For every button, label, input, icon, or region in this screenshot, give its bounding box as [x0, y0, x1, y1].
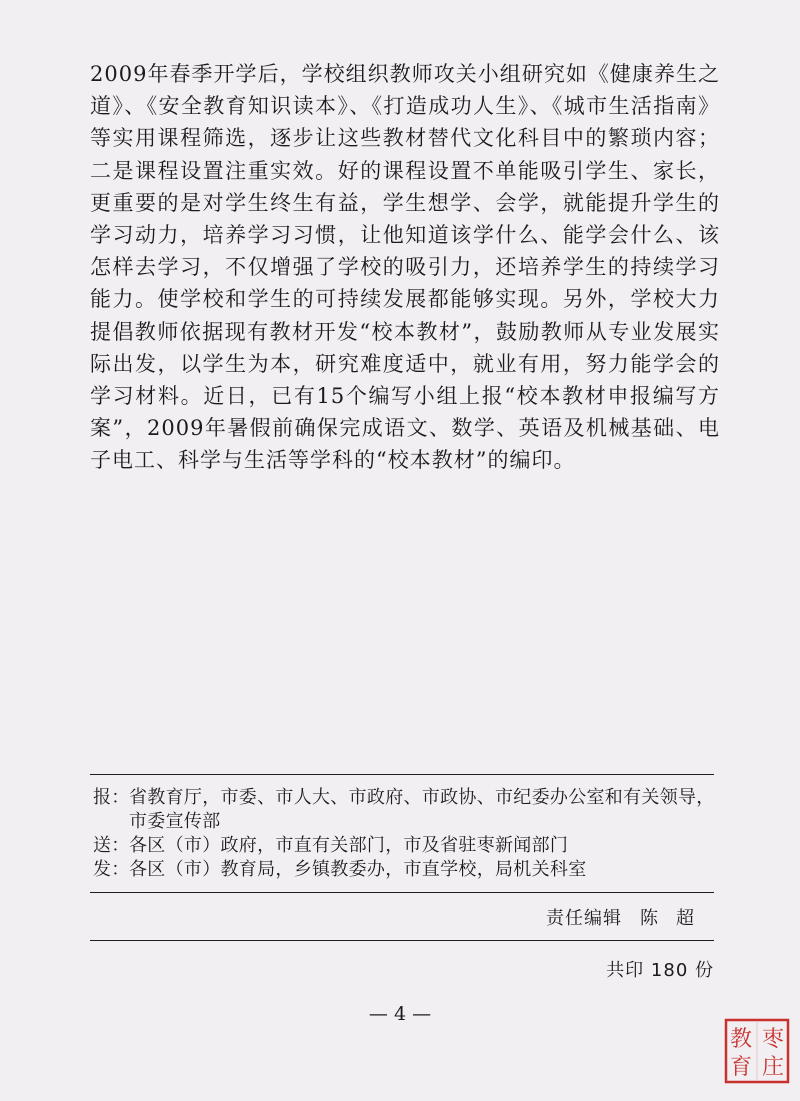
editor-label: 责任编辑: [546, 908, 622, 929]
seal-char: 育: [729, 1055, 753, 1080]
report-recipients: 省教育厅，市委、市人大、市政府、市政协、市纪委办公室和有关领导，市委宣传部: [129, 787, 715, 832]
responsible-editor: [546, 904, 712, 930]
seal-char: 教: [729, 1027, 753, 1052]
top-divider: [90, 774, 714, 775]
seal-char: 庄: [761, 1055, 785, 1080]
report-row: [93, 786, 723, 834]
article-paragraph: 2009年春季开学后，学校组织教师攻关小组研究如《健康养生之道》、《安全教育知识读本》、《打造成功人生》、《城市生活指南》等实用课程筛选，逐步让这些教材替代文化科目中的繁琐内容；二是课程设置注重实效。好的课程设置不单能吸引学生、家长，更重要的是对学生终生有益，学生想学、会学，就能提升学生的学习动力，培养学习习惯，让他知道该学什么、能学会什么、该怎样去学习，不仅增强了学校的吸引力，还培养学生的持续学习能力。使学校和学生的可持续发展都能够实现。另外，学校大力提倡教师依据现有教材开发“校本教材”，鼓励教师从专业发展实际出发，以学生为本，研究难度适中，就业有用，努力能学会的学习材料。近日，已有15个编写小组上报“校本教材申报编写方案”，2009年暑假前确保完成语文、数学、英语及机械基础、电子电工、科学与生活等学科的“校本教材”的编印。: [90, 62, 720, 473]
print-count: 共印 180 份: [606, 960, 714, 981]
bottom-divider: [90, 940, 714, 941]
send-label: 送：: [93, 835, 130, 856]
middle-divider: [90, 892, 714, 893]
issue-recipients: 各区（市）教育局，乡镇教委办，市直学校，局机关科室: [129, 859, 587, 880]
issue-label: 发：: [93, 859, 130, 880]
article-body: [90, 58, 720, 477]
report-label: 报：: [93, 787, 130, 808]
seal-char: 枣: [761, 1027, 785, 1052]
send-row: [93, 834, 723, 858]
distribution-list: [93, 786, 723, 882]
send-recipients: 各区（市）政府，市直有关部门，市及省驻枣新闻部门: [129, 835, 569, 856]
editor-name: 陈超: [640, 908, 712, 929]
zaozhuang-education-seal: [724, 1018, 790, 1084]
issue-row: [93, 858, 723, 882]
page-number: — 4 —: [368, 1003, 432, 1025]
